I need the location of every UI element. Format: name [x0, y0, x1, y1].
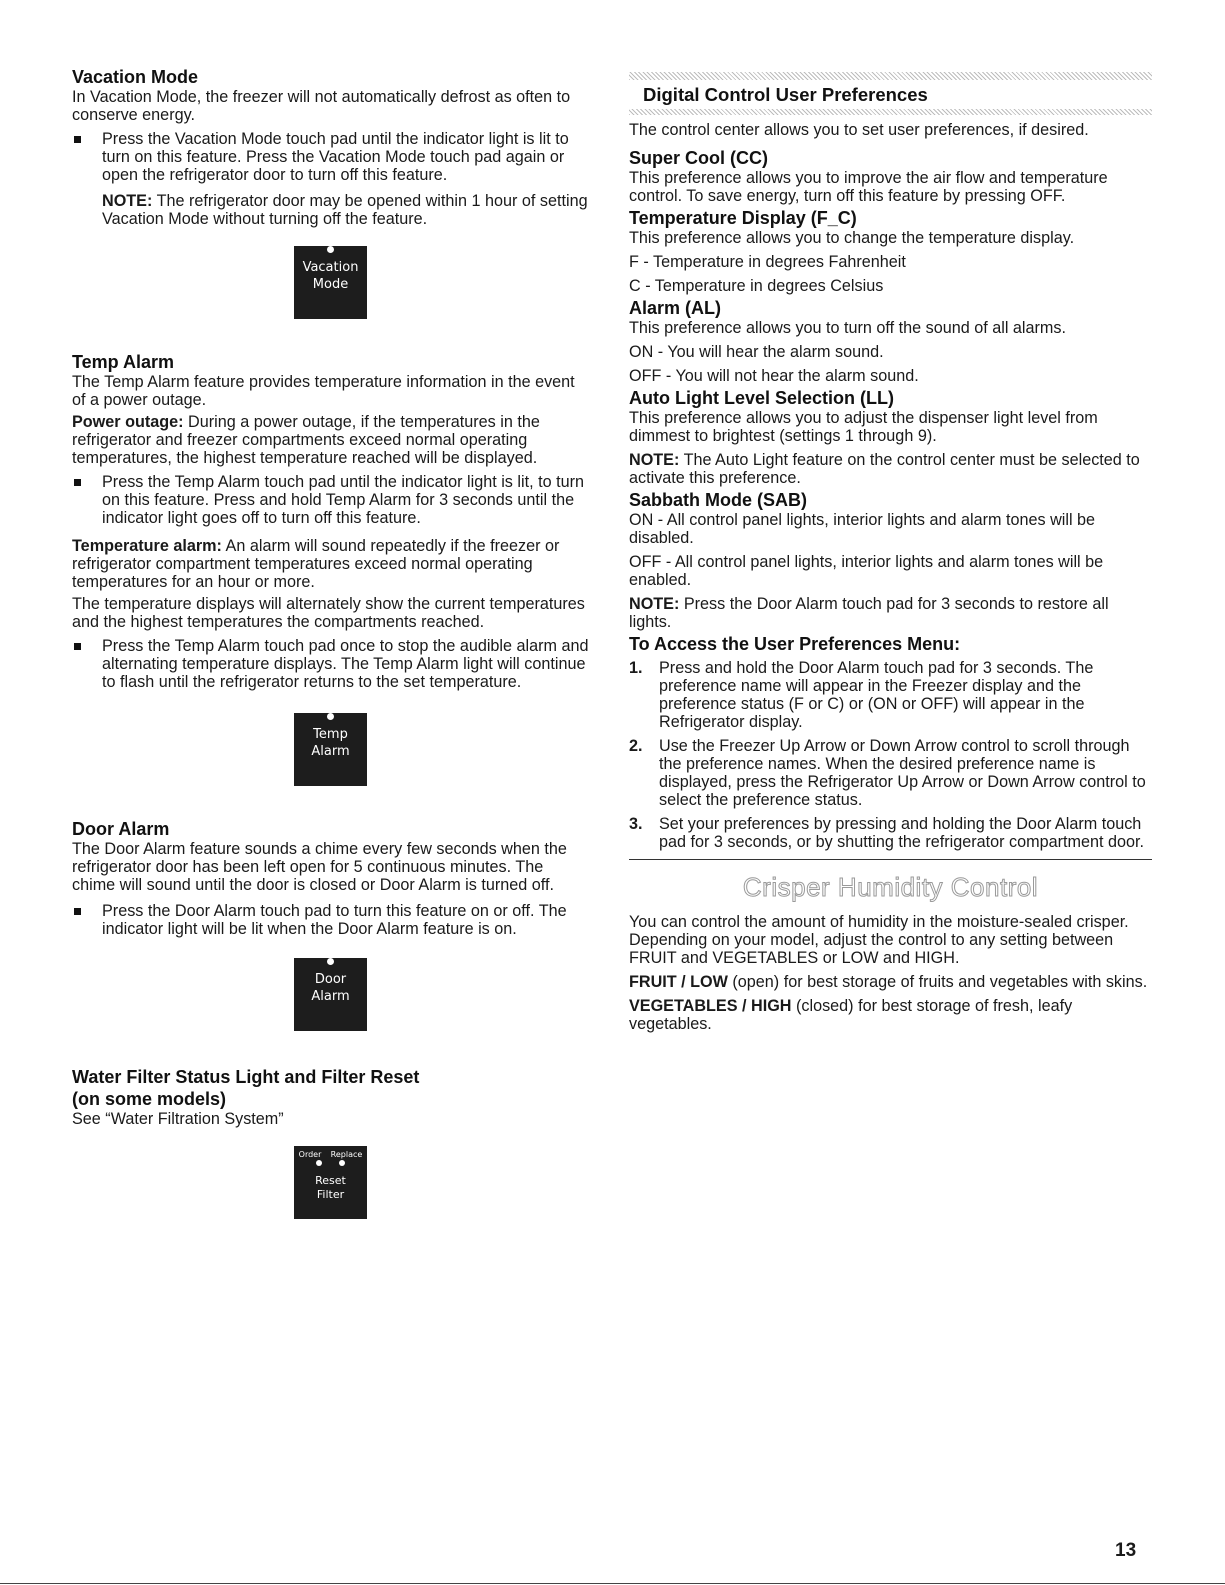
- light-level-heading: Auto Light Level Selection (LL): [629, 388, 894, 408]
- indicator-dot-icon: [327, 958, 334, 965]
- door-alarm-heading: Door Alarm: [72, 819, 170, 839]
- note-label: NOTE:: [102, 192, 153, 210]
- icon-label-line2: Alarm: [311, 989, 350, 1004]
- icon-label-line1: Vacation: [302, 260, 359, 275]
- temperature-alarm-text: An alarm will sound repeatedly if the freezer or refrigerator compartment temperatures exceed normal operating temperatures for an hour or more.: [72, 537, 560, 591]
- vacation-mode-icon: [294, 246, 367, 319]
- fruit-low-paragraph: [629, 973, 1152, 991]
- access-step-1: [629, 659, 1152, 731]
- water-filter-heading-line1: Water Filter Status Light and Filter Reset: [72, 1067, 420, 1087]
- temp-alarm-bullet-1: Press the Temp Alarm touch pad until the indicator light is lit, to turn on this feature. Press and hold Temp Alarm for 3 seconds until the indicator light goes off to turn off this feature.: [72, 473, 590, 527]
- order-indicator-icon: [316, 1160, 322, 1166]
- note-label: NOTE:: [629, 451, 680, 469]
- veg-high-paragraph: [629, 997, 1152, 1033]
- water-filter-heading-line2: (on some models): [72, 1089, 227, 1109]
- temp-alarm-icon: [294, 713, 367, 786]
- super-cool-heading: Super Cool (CC): [629, 148, 768, 168]
- water-filter-text: See “Water Filtration System”: [72, 1110, 284, 1128]
- icon-label-line1: Door: [314, 972, 347, 987]
- section-divider: [629, 859, 1152, 860]
- step-number: 1.: [629, 659, 643, 677]
- temperature-displays-paragraph: The temperature displays will alternately show the current temperatures and the highest temperatures the compartments reached.: [72, 595, 585, 631]
- vacation-mode-note: [72, 192, 590, 228]
- sabbath-off-option: OFF - All control panel lights, interior lights and alarm tones will be enabled.: [629, 553, 1104, 589]
- step-number: 3.: [629, 815, 643, 833]
- light-level-note: [629, 451, 1152, 487]
- step-number: 2.: [629, 737, 643, 755]
- left-column: [72, 62, 590, 1219]
- step-text: Set your preferences by pressing and holding the Door Alarm touch pad for 3 seconds, or by shutting the refrigerator compartment door.: [659, 815, 1144, 851]
- replace-label: Replace: [330, 1150, 363, 1159]
- veg-high-text: (closed) for best storage of fresh, leafy vegetables.: [629, 997, 1073, 1033]
- replace-indicator-icon: [339, 1160, 345, 1166]
- alarm-heading: Alarm (AL): [629, 298, 722, 318]
- door-alarm-intro: The Door Alarm feature sounds a chime every few seconds when the refrigerator door has been left open for 5 continuous minutes. The chime will sound until the door is closed or Door Alarm is turned off.: [72, 840, 567, 894]
- veg-high-label: VEGETABLES / HIGH: [629, 997, 792, 1015]
- alarm-on-option: ON - You will hear the alarm sound.: [629, 343, 884, 361]
- power-outage-paragraph: [72, 413, 590, 467]
- icon-label-line2: Mode: [312, 277, 349, 292]
- celsius-option: C - Temperature in degrees Celsius: [629, 277, 884, 295]
- step-text: Press and hold the Door Alarm touch pad for 3 seconds. The preference name will appear in the Freezer display and the preference status (F or C) or (ON or OFF) will appear in the Refrigerator display.: [659, 659, 1094, 731]
- page-bottom-edge: [0, 1583, 1225, 1584]
- header-bottom-rule: [629, 109, 1152, 115]
- filter-status-dots: [294, 1159, 367, 1166]
- right-column: [629, 72, 1152, 1033]
- icon-label-line1: Reset: [315, 1174, 346, 1187]
- water-filter-heading: [72, 1066, 590, 1110]
- light-level-text: This preference allows you to adjust the dispenser light level from dimmest to brightest (settings 1 through 9).: [629, 409, 1098, 445]
- temp-alarm-heading: Temp Alarm: [72, 352, 175, 372]
- order-label: Order: [298, 1150, 322, 1159]
- sabbath-note: [629, 595, 1152, 631]
- super-cool-text: This preference allows you to improve the air flow and temperature control. To save energy, turn off this feature by pressing OFF.: [629, 169, 1108, 205]
- temp-alarm-intro: The Temp Alarm feature provides temperature information in the event of a power outage.: [72, 373, 575, 409]
- fruit-low-label: FRUIT / LOW: [629, 973, 728, 991]
- vacation-mode-bullet: Press the Vacation Mode touch pad until the indicator light is lit to turn on this feature. Press the Vacation Mode touch pad again or open the refrigerator door to turn off this feature.: [72, 130, 590, 184]
- reset-filter-icon: [294, 1146, 367, 1219]
- header-top-rule: [629, 72, 1152, 80]
- power-outage-label: Power outage:: [72, 413, 184, 431]
- door-alarm-icon: [294, 958, 367, 1031]
- crisper-intro: You can control the amount of humidity in the moisture-sealed crisper. Depending on your model, adjust the control to any setting between FRUIT and VEGETABLES or LOW and HIGH.: [629, 913, 1129, 967]
- sabbath-on-option: ON - All control panel lights, interior lights and alarm tones will be disabled.: [629, 511, 1096, 547]
- note-label: NOTE:: [629, 595, 680, 613]
- vacation-mode-heading: Vacation Mode: [72, 67, 199, 87]
- digital-control-heading: Digital Control User Preferences: [643, 84, 928, 105]
- step-text: Use the Freezer Up Arrow or Down Arrow control to scroll through the preference names. When the desired preference name is displayed, press the Refrigerator Up Arrow or Down Arrow control to select the preference status.: [659, 737, 1146, 809]
- power-outage-text: During a power outage, if the temperatures in the refrigerator and freezer compartments exceed normal operating temperatures, the highest temperature reached will be displayed.: [72, 413, 540, 467]
- note-text: The refrigerator door may be opened within 1 hour of setting Vacation Mode without turning off the feature.: [102, 192, 588, 228]
- fahrenheit-option: F - Temperature in degrees Fahrenheit: [629, 253, 906, 271]
- temperature-alarm-label: Temperature alarm:: [72, 537, 222, 555]
- digital-control-intro: The control center allows you to set user preferences, if desired.: [629, 121, 1089, 139]
- access-menu-heading: To Access the User Preferences Menu:: [629, 634, 961, 654]
- temp-display-text: This preference allows you to change the temperature display.: [629, 229, 1075, 247]
- fruit-low-text: (open) for best storage of fruits and vegetables with skins.: [727, 973, 1148, 991]
- temperature-alarm-paragraph: [72, 537, 590, 591]
- temp-display-heading: Temperature Display (F_C): [629, 208, 857, 228]
- icon-label-line2: Alarm: [311, 744, 350, 759]
- page-number: 13: [1115, 1540, 1137, 1561]
- door-alarm-bullet: Press the Door Alarm touch pad to turn this feature on or off. The indicator light will be lit when the Door Alarm feature is on.: [72, 902, 590, 938]
- icon-label-line1: Temp: [313, 727, 348, 742]
- filter-status-labels: [294, 1146, 367, 1159]
- icon-label-line2: Filter: [316, 1188, 345, 1201]
- crisper-heading: Crisper Humidity Control: [742, 872, 1039, 902]
- vacation-mode-intro: In Vacation Mode, the freezer will not automatically defrost as often to conserve energy.: [72, 88, 571, 124]
- indicator-dot-icon: [327, 713, 334, 720]
- alarm-off-option: OFF - You will not hear the alarm sound.: [629, 367, 919, 385]
- indicator-dot-icon: [327, 246, 334, 253]
- alarm-text: This preference allows you to turn off the sound of all alarms.: [629, 319, 1066, 337]
- sabbath-heading: Sabbath Mode (SAB): [629, 490, 807, 510]
- access-step-2: [629, 737, 1152, 809]
- temp-alarm-bullet-2: Press the Temp Alarm touch pad once to stop the audible alarm and alternating temperature displays. The Temp Alarm light will continue to flash until the refrigerator returns to the set temperature.: [72, 637, 590, 691]
- note-text: The Auto Light feature on the control center must be selected to activate this preference.: [629, 451, 1140, 487]
- note-text: Press the Door Alarm touch pad for 3 seconds to restore all lights.: [629, 595, 1109, 631]
- access-step-3: [629, 815, 1152, 851]
